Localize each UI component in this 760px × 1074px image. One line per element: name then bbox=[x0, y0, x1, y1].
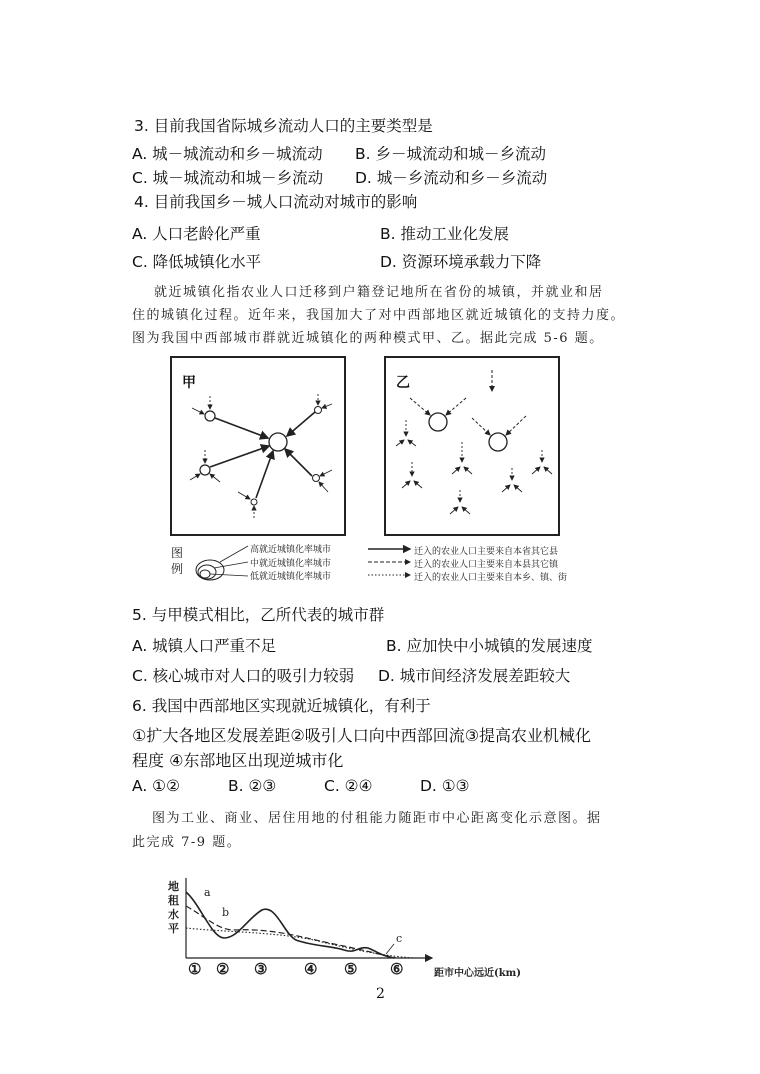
legend-arrow-dot: 迁入的农业人口主要来自本乡、镇、街 bbox=[414, 573, 568, 583]
legend-arrows bbox=[366, 544, 416, 584]
q5-option-d: D. 城市间经济发展差距较大 bbox=[378, 667, 571, 685]
page-number: 2 bbox=[376, 986, 385, 1002]
legend-low: 低就近城镇化率城市 bbox=[250, 572, 332, 582]
zone-2: ② bbox=[216, 960, 230, 978]
q4-stem: 4. 目前我国乡－城人口流动对城市的影响 bbox=[134, 193, 418, 211]
figure2 bbox=[164, 872, 544, 982]
q6-items-line2: 程度 ④东部地区出现逆城市化 bbox=[132, 751, 344, 770]
q6-option-a: A. ①② bbox=[132, 777, 180, 795]
curve-a-label: a bbox=[204, 886, 211, 899]
material2-line1: 图为工业、商业、居住用地的付租能力随距市中心距离变化示意图。据 bbox=[152, 811, 602, 826]
q4-option-d: D. 资源环境承载力下降 bbox=[380, 253, 542, 271]
zone-5: ⑤ bbox=[344, 960, 358, 978]
q5-stem: 5. 与甲模式相比，乙所代表的城市群 bbox=[132, 606, 385, 624]
figure-jia-label: 甲 bbox=[182, 375, 196, 391]
q4-option-b: B. 推动工业化发展 bbox=[380, 225, 509, 243]
legend-title-2: 例 bbox=[171, 562, 184, 576]
q5-option-a: A. 城镇人口严重不足 bbox=[132, 637, 277, 655]
figure-yi-diagram bbox=[386, 358, 558, 534]
q3-option-a: A. 城－城流动和乡－城流动 bbox=[132, 145, 323, 163]
q6-option-b: B. ②③ bbox=[228, 777, 277, 795]
figure-yi-label: 乙 bbox=[396, 375, 410, 391]
q5-option-b: B. 应加快中小城镇的发展速度 bbox=[386, 637, 593, 655]
material1-line3: 图为我国中西部城市群就近城镇化的两种模式甲、乙。据此完成 5-6 题。 bbox=[132, 331, 604, 346]
q6-option-c: C. ②④ bbox=[324, 777, 373, 795]
figure-jia-frame bbox=[170, 356, 346, 536]
q4-option-c: C. 降低城镇化水平 bbox=[132, 253, 262, 271]
legend-mid: 中就近城镇化率城市 bbox=[250, 559, 332, 569]
q6-stem: 6. 我国中西部地区实现就近城镇化，有利于 bbox=[132, 697, 431, 715]
figure-yi-frame bbox=[384, 356, 560, 536]
figure2-ylabel: 地 租 水 平 bbox=[168, 880, 179, 935]
legend-arrow-solid: 迁入的农业人口主要来自本省其它县 bbox=[414, 547, 559, 557]
curve-c-label: c bbox=[396, 932, 403, 945]
material2-line2: 此完成 7-9 题。 bbox=[132, 835, 242, 850]
material1-line1: 就近城镇化指农业人口迁移到户籍登记地所在省份的城镇，并就业和居 bbox=[154, 285, 604, 300]
q6-items-line1: ①扩大各地区发展差距②吸引人口向中西部回流③提高农业机械化 bbox=[132, 726, 592, 745]
q5-option-c: C. 核心城市对人口的吸引力较弱 bbox=[132, 667, 355, 685]
legend-title-1: 图 bbox=[171, 546, 184, 560]
legend-arrow-dash: 迁入的农业人口主要来自本县其它镇 bbox=[414, 560, 559, 570]
q3-stem: 3. 目前我国省际城乡流动人口的主要类型是 bbox=[134, 117, 433, 135]
zone-3: ③ bbox=[254, 960, 268, 978]
figure2-xlabel: 距市中心远近(km) bbox=[434, 968, 521, 979]
q3-option-d: D. 城－乡流动和乡－乡流动 bbox=[355, 169, 548, 187]
q4-option-a: A. 人口老龄化严重 bbox=[132, 225, 261, 243]
legend-circles bbox=[190, 542, 250, 582]
zone-6: ⑥ bbox=[390, 960, 404, 978]
legend-high: 高就近城镇化率城市 bbox=[250, 545, 332, 555]
q3-option-b: B. 乡－城流动和城－乡流动 bbox=[355, 145, 546, 163]
q3-option-c: C. 城－城流动和城－乡流动 bbox=[132, 169, 324, 187]
figure-jia-diagram bbox=[172, 358, 344, 534]
curve-b-label: b bbox=[222, 906, 230, 919]
q6-option-d: D. ①③ bbox=[420, 777, 470, 795]
material1-line2: 住的城镇化过程。近年来，我国加大了对中西部地区就近城镇化的支持力度。 bbox=[132, 308, 626, 323]
zone-1: ① bbox=[188, 960, 202, 978]
zone-4: ④ bbox=[304, 960, 318, 978]
